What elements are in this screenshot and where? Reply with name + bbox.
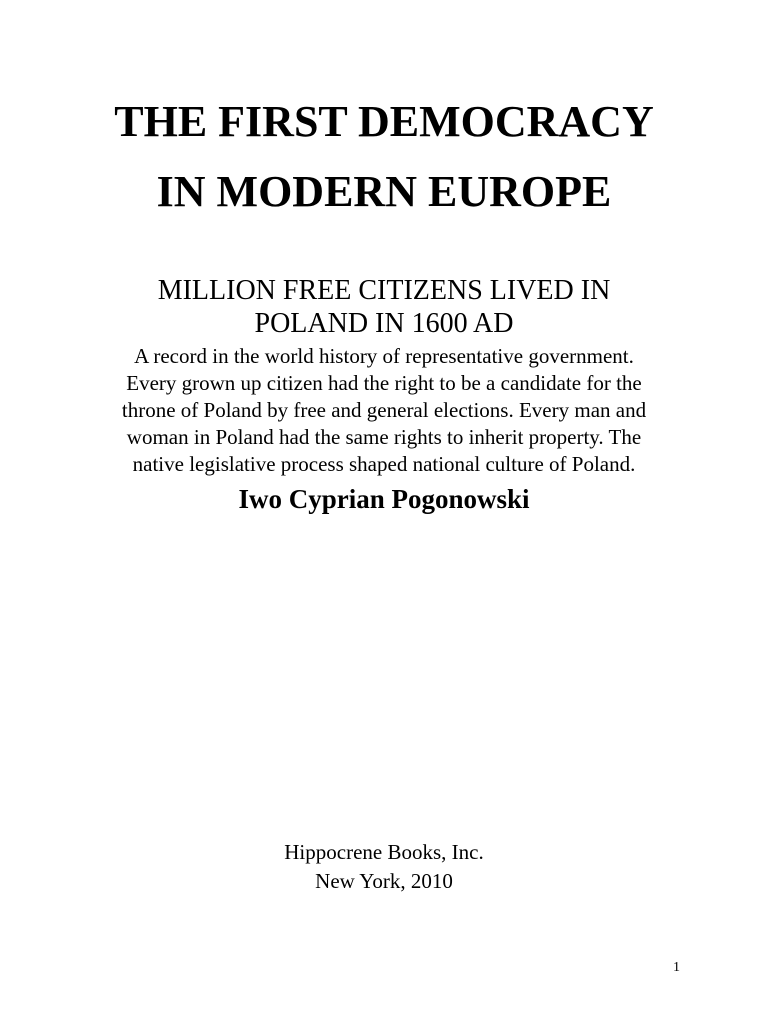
- author-name: Iwo Cyprian Pogonowski: [238, 484, 530, 514]
- description-line-4: woman in Poland had the same rights to inherit property. The: [126, 425, 642, 449]
- publisher-name: Hippocrene Books, Inc.: [284, 840, 484, 864]
- description-line-2: Every grown up citizen had the right to be a candidate for the: [126, 371, 642, 395]
- description-line-3: throne of Poland by free and general elections. Every man and: [121, 398, 647, 422]
- publication-place-year: New York, 2010: [315, 869, 453, 893]
- description-line-1: A record in the world history of representative government.: [134, 344, 634, 368]
- page-number: 1: [673, 960, 680, 975]
- title-line-1: THE FIRST DEMOCRACY: [114, 97, 654, 146]
- subtitle-line-2: POLAND IN 1600 AD: [254, 308, 514, 339]
- description-line-5: native legislative process shaped national culture of Poland.: [132, 452, 636, 476]
- title-line-2: IN MODERN EUROPE: [156, 167, 612, 216]
- subtitle-line-1: MILLION FREE CITIZENS LIVED IN: [157, 275, 611, 306]
